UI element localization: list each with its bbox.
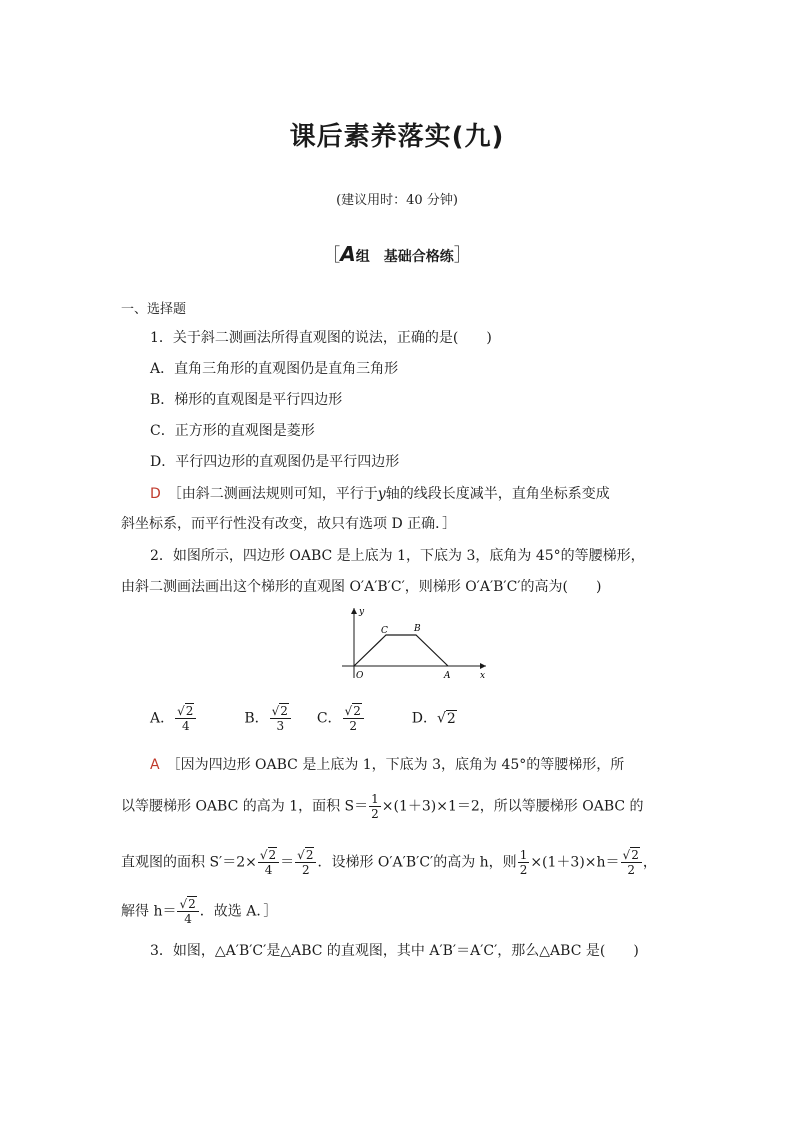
trapezoid-shape	[354, 635, 448, 666]
q1-explanation-line2: 斜坐标系，而平行性没有改变，故只有选项 D 正确．］	[121, 516, 457, 532]
trapezoid-figure	[334, 602, 494, 682]
section-heading: 一、选择题	[121, 302, 187, 317]
q2-option-a-value: $\frac{√2}{4}$	[175, 704, 196, 733]
q2-option-d-value: √2	[436, 710, 456, 727]
point-b-label: B	[414, 624, 421, 634]
q1-option-d: D．平行四边形的直观图仍是平行四边形	[150, 454, 400, 470]
q1-answer: D	[150, 486, 161, 502]
point-c-label: C	[381, 626, 388, 636]
bracket-close: ］	[453, 245, 472, 266]
q2-explanation-line2: 以等腰梯形 OABC 的高为 1，面积 S＝ $\frac{1}{2}$ ×(1＋3)×1＝2，所以等腰梯形 OABC 的	[121, 792, 644, 821]
point-a-label: A	[444, 671, 451, 681]
q1-explanation-line1: D ［由斜二测画法规则可知，平行于y轴的线段长度减半，直角坐标系变成	[150, 486, 610, 502]
y-axis-label: y	[359, 607, 365, 617]
x-axis-arrow	[480, 663, 486, 669]
q1-option-c: C．正方形的直观图是菱形	[150, 423, 315, 439]
x-axis-label: x	[480, 671, 486, 681]
page-title: 课后素养落实(九)	[289, 122, 505, 152]
group-label: 组 基础合格练	[355, 249, 454, 265]
q3-stem: 3．如图，△A′B′C′是△ABC 的直观图，其中 A′B′＝A′C′，那么△ABC 是( )	[150, 943, 639, 959]
q2-explanation-line3: 直观图的面积 S′＝2× $\frac{√2}{4}$ ＝ $\frac{√2}{2}$ ．设梯形 O′A′B′C′的高为 h，则 $\frac{1}{2}$ ×(1＋3)×h＝ $\frac{√2}{2}$ ，	[121, 848, 657, 877]
bracket-open: ［	[322, 245, 341, 266]
q2-stem-line2: 由斜二测画法画出这个梯形的直观图 O′A′B′C′，则梯形 O′A′B′C′的高为( )	[121, 579, 602, 595]
q2-option-c-value: $\frac{√2}{2}$	[343, 704, 364, 733]
time-suggestion: (建议用时：40 分钟)	[336, 193, 458, 208]
q2-option-b-value: $\frac{√2}{3}$	[270, 704, 291, 733]
group-letter: A	[340, 242, 356, 266]
y-axis-arrow	[351, 608, 357, 614]
q1-stem: 1．关于斜二测画法所得直观图的说法，正确的是( )	[150, 330, 492, 346]
q2-explanation-line4: 解得 h＝ $\frac{√2}{4}$ ．故选 A．］	[121, 897, 278, 926]
q2-stem-line1: 2．如图所示，四边形 OABC 是上底为 1，下底为 3，底角为 45°的等腰梯形，	[150, 548, 645, 564]
group-heading	[0, 241, 794, 267]
q1-option-b: B．梯形的直观图是平行四边形	[150, 392, 343, 408]
point-o-label: O	[356, 671, 364, 681]
q1-option-a: A．直角三角形的直观图仍是直角三角形	[150, 361, 399, 377]
q2-explanation-line1: A ［因为四边形 OABC 是上底为 1，下底为 3，底角为 45°的等腰梯形，所	[150, 757, 625, 773]
q2-answer: A	[150, 757, 160, 773]
q2-options: A． $\frac{√2}{4}$ B． $\frac{√2}{3}$ C． $\frac{√2}{2}$ D．√2	[150, 704, 456, 733]
